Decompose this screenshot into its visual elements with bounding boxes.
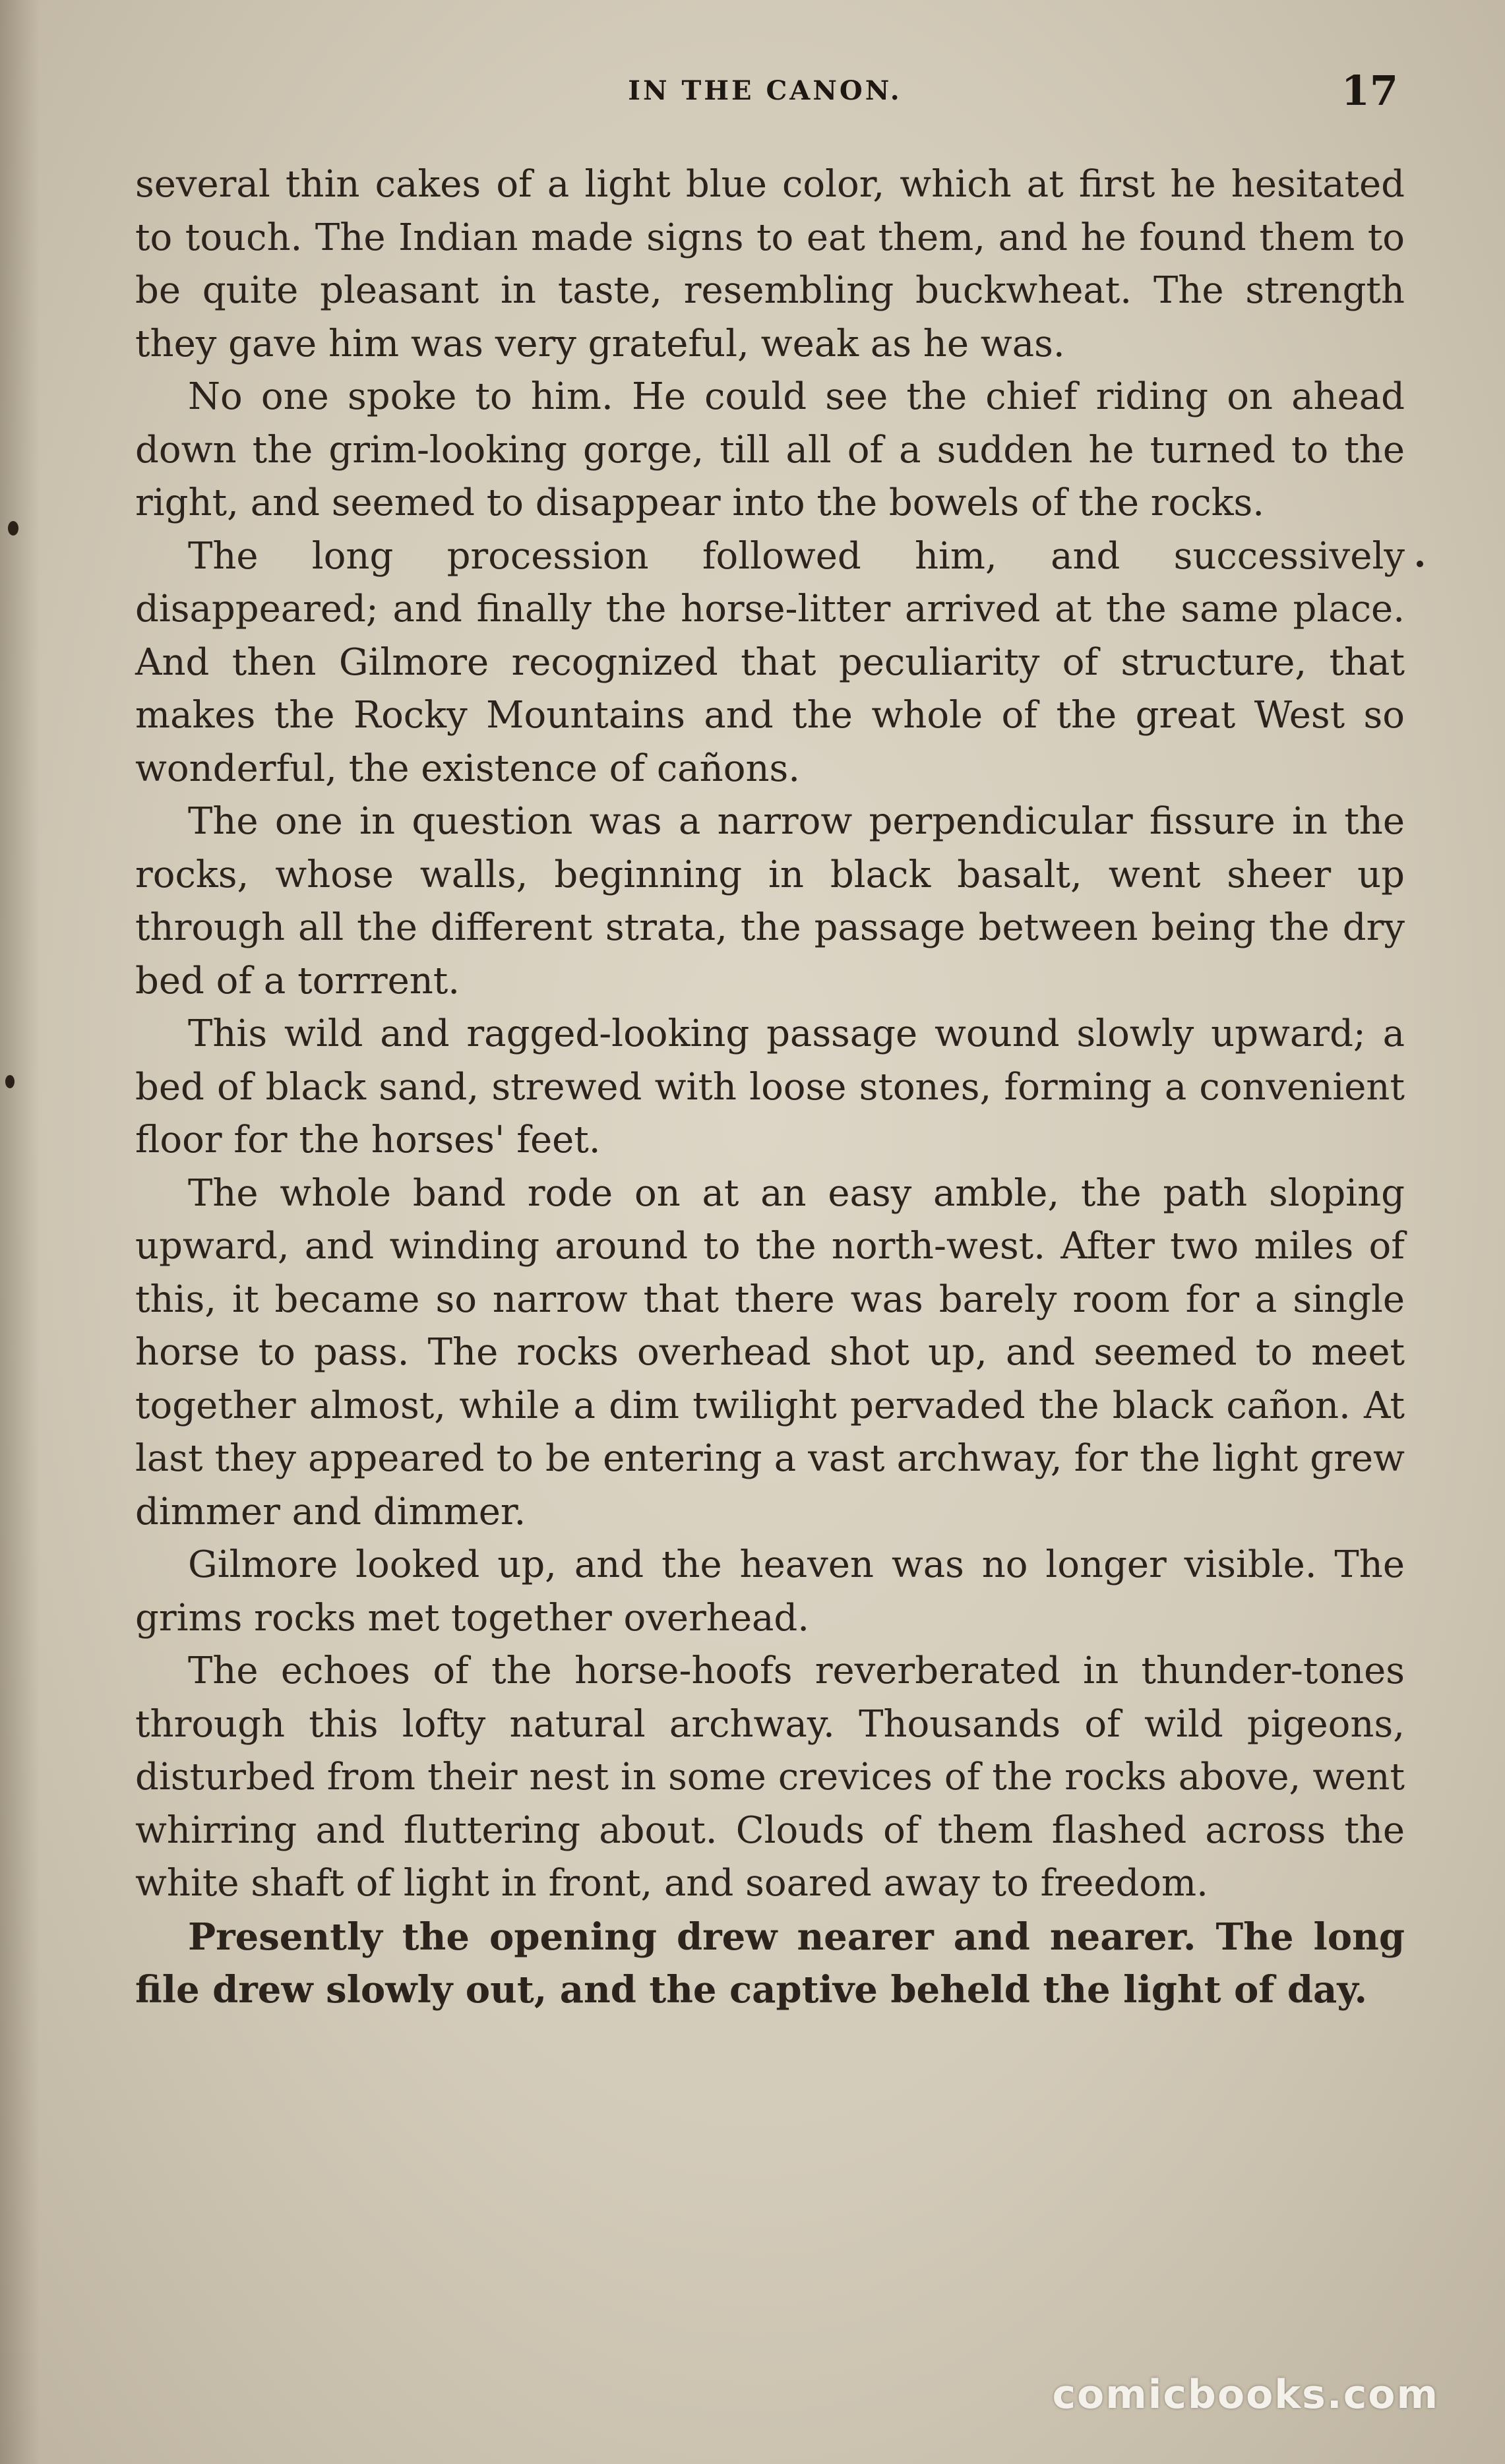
body-text [135,158,1405,2017]
page-edge-shadow [0,0,40,2464]
paper-speck [1417,561,1423,567]
paragraph-6: The whole band rode on at an easy amble, the path sloping upward, and winding around to the north-west. After two miles of this, it became so narrow that there was barely room for a single horse to pass. The rocks overhead shot up, and seemed to meet together almost, while a dim twilight pervaded the black cañon. At last they appeared to be entering a vast archway, for the light grew dimmer and dimmer. [135,1171,1405,1533]
watermark: comicbooks.com [1052,2372,1439,2418]
paragraph-5: This wild and ragged-looking passage wound slowly upward; a bed of black sand, strewed with loose stones, forming a convenient floor for the horses' feet. [135,1012,1405,1161]
paragraph-7: Gilmore looked up, and the heaven was no longer visible. The grims rocks met together overhead. [135,1543,1405,1640]
running-title: IN THE CANON. [628,75,902,106]
paragraph-4: The one in question was a narrow perpendicular fissure in the rocks, whose walls, beginning in black basalt, went sheer up through all the different strata, the passage between being the dry bed of a torrrent. [135,800,1405,1002]
paragraph-3: The long procession followed him, and successively disappeared; and finally the horse-litter arrived at the same place. And then Gilmore recognized that peculiarity of structure, that makes the Rocky Mountains and the whole of the great West so wonderful, the existence of cañons. [135,534,1405,790]
page-number: 17 [1341,67,1398,115]
paragraph-2: No one spoke to him. He could see the chief riding on ahead down the grim-looking gorge, till all of a sudden he turned to the right, and seemed to disappear into the bowels of the rocks. [135,375,1405,524]
running-head [132,65,1398,117]
paper-speck [8,521,18,536]
paper-speck [5,1075,15,1088]
paragraph-9: Presently the opening drew nearer and nearer. The long file drew slowly out, and the captive beheld the light of day. [135,1915,1405,2012]
paragraph-8: The echoes of the horse-hoofs reverberated in thunder-tones through this lofty natural archway. Thousands of wild pigeons, disturbed from their nest in some crevices of the rocks above, went whirring and fluttering about. Clouds of them flashed across the white shaft of light in front, and soared away to freedom. [135,1649,1405,1905]
paragraph-1: several thin cakes of a light blue color, which at first he hesitated to touch. The Indian made signs to eat them, and he found them to be quite pleasant in taste, resembling buckwheat. The strength they gave him was very grateful, weak as he was. [135,163,1405,365]
